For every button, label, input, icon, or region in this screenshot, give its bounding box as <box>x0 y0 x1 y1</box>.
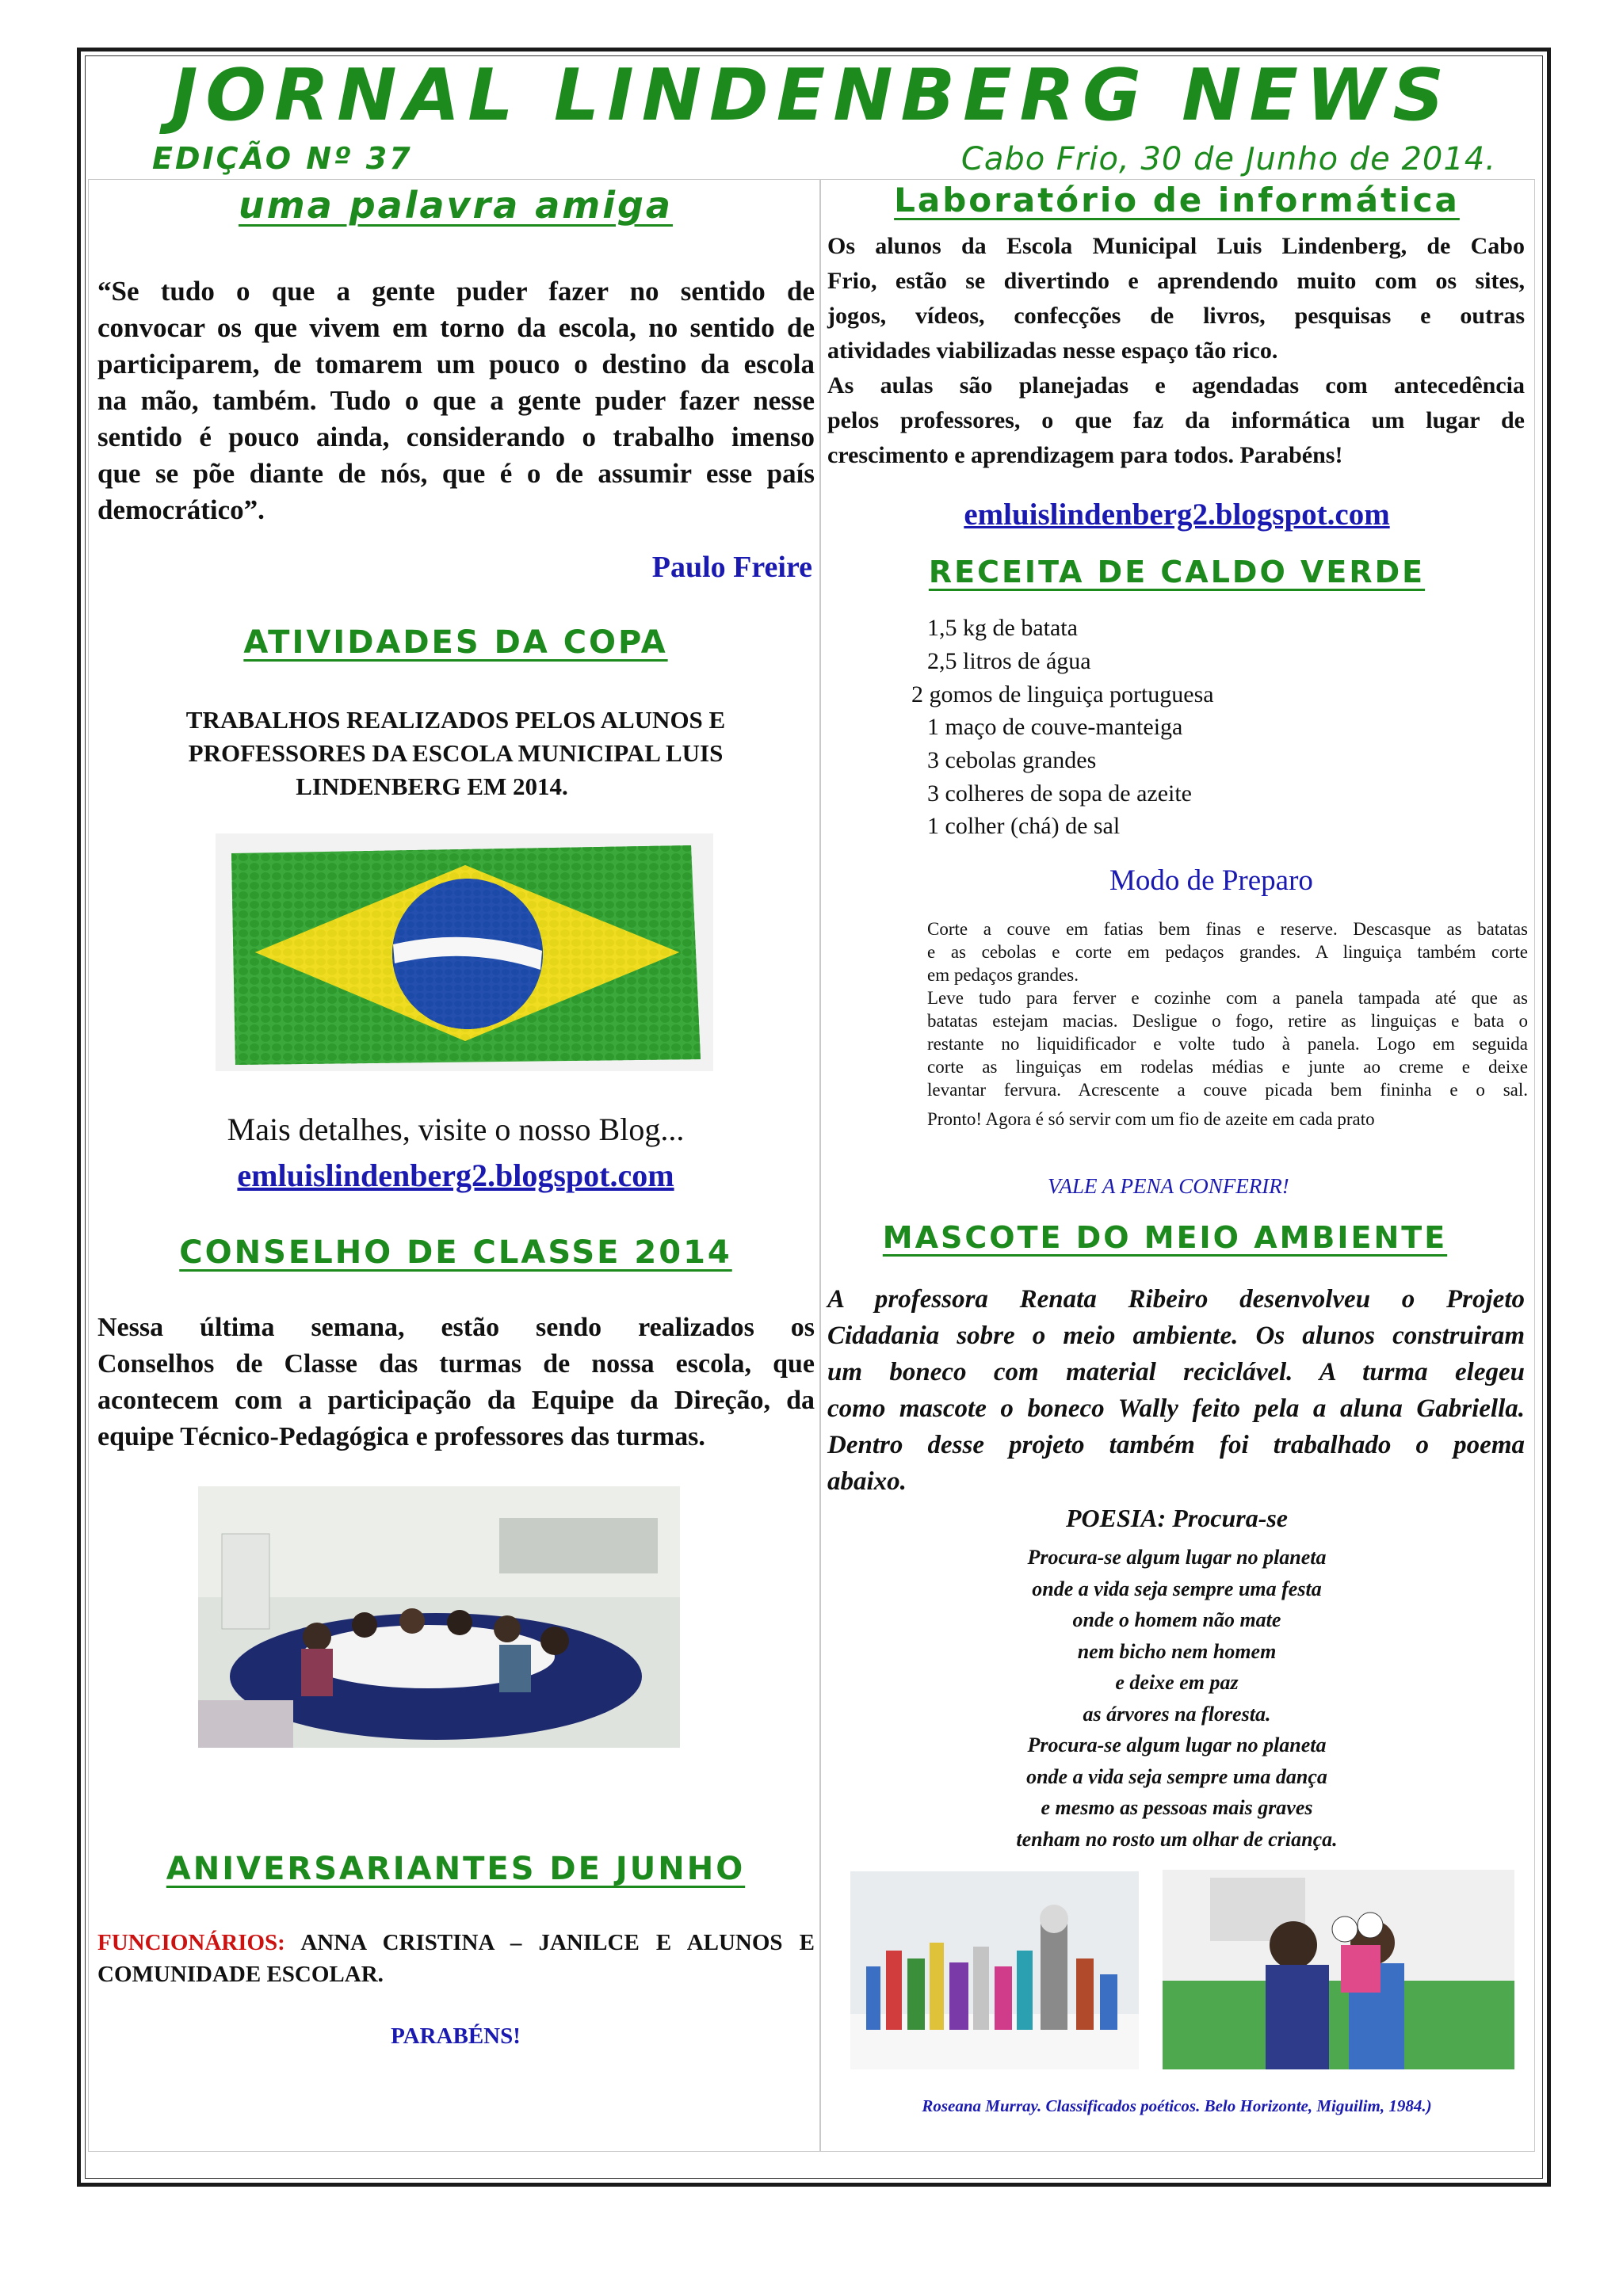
aniversariantes-line: ANNA CRISTINA – JANILCE E ALUNOS E <box>300 1930 815 1955</box>
heading-atividades-copa: ATIVIDADES DA COPA <box>243 624 668 661</box>
poem-line: Procura-se algum lugar no planeta <box>1027 1546 1327 1569</box>
copa-description <box>119 704 792 803</box>
modo-line: restante no liquidificador e volte tudo à panela. Logo em seguida <box>927 1034 1528 1054</box>
poem-line: tenham no rosto um olhar de criança. <box>1016 1827 1338 1851</box>
copa-line: LINDENBERG EM 2014. <box>296 772 568 800</box>
quote-line: sentido é pouco ainda, considerando o trabalho imenso <box>97 421 815 452</box>
vale-a-pena: VALE A PENA CONFERIR! <box>1048 1174 1289 1198</box>
poem-line: onde a vida seja sempre uma festa <box>1032 1577 1322 1600</box>
conselho-line: equipe Técnico-Pedagógica e professores das turmas. <box>97 1422 705 1451</box>
lab-text <box>827 229 1525 473</box>
newspaper-title: JORNAL LINDENBERG NEWS <box>170 54 1453 137</box>
modo-line: corte as linguiças em rodelas médias e junte ao creme e deixe <box>927 1057 1528 1077</box>
conselho-line: Nessa última semana, estão sendo realizados os <box>97 1313 815 1342</box>
right-column <box>820 179 1535 2152</box>
ingredient-item: 2,5 litros de água <box>927 648 1091 674</box>
modo-preparo-title: Modo de Preparo <box>1109 864 1313 897</box>
quote-line: na mão, também. Tudo o que a gente puder fazer nesse <box>97 385 815 416</box>
blog-invite: Mais detalhes, visite o nosso Blog... <box>227 1112 685 1147</box>
poem-line: e deixe em paz <box>1115 1671 1239 1694</box>
lab-line: Frio, estão se divertindo e aprendendo muito com os sites, <box>827 268 1525 294</box>
modo-line: levantar fervura. Acrescente a couve picada bem fininha e o sal. <box>927 1080 1528 1100</box>
blog-link[interactable]: emluislindenberg2.blogspot.com <box>237 1158 674 1193</box>
heading-aniversariantes: ANIVERSARIANTES DE JUNHO <box>166 1851 746 1887</box>
modo-line: em pedaços grandes. <box>927 965 1079 985</box>
heading-mascote: MASCOTE DO MEIO AMBIENTE <box>882 1220 1448 1255</box>
mascote-line: como mascote o boneco Wally feito pela a aluna Gabriella. <box>827 1394 1525 1423</box>
lab-line: As aulas são planejadas e agendadas com antecedência <box>827 372 1525 399</box>
lab-line: pelos professores, o que faz da informática um lugar de <box>827 407 1525 433</box>
modo-preparo-text <box>927 917 1528 1131</box>
aniversariantes-text <box>97 1927 815 1990</box>
poem-line: onde a vida seja sempre uma dança <box>1026 1764 1327 1788</box>
poem-line: as árvores na floresta. <box>1083 1702 1271 1726</box>
lab-line: Os alunos da Escola Municipal Luis Lindenberg, de Cabo <box>827 233 1525 259</box>
copa-line: PROFESSORES DA ESCOLA MUNICIPAL LUIS <box>188 739 724 767</box>
quote-line: “Se tudo o que a gente puder fazer no sentido de <box>97 276 815 307</box>
wally-mascot-photo <box>1163 1870 1514 2069</box>
heading-laboratorio: Laboratório de informática <box>894 181 1460 219</box>
ingredient-item: 1,5 kg de batata <box>927 615 1078 641</box>
mascote-line: A professora Renata Ribeiro desenvolveu o Projeto <box>827 1285 1525 1314</box>
parabens-text: PARABÉNS! <box>391 2023 521 2049</box>
modo-line: batatas estejam macias. Desligue o fogo, retire as linguiças e bata o <box>927 1011 1528 1031</box>
ingredient-item: 1 maço de couve-manteiga <box>927 714 1183 740</box>
poem-line: Procura-se algum lugar no planeta <box>1027 1733 1327 1756</box>
heading-conselho-classe: CONSELHO DE CLASSE 2014 <box>179 1234 732 1271</box>
copa-line: TRABALHOS REALIZADOS PELOS ALUNOS E <box>185 706 726 734</box>
ingredient-item: 1 colher (chá) de sal <box>927 813 1121 839</box>
lab-blog-link[interactable]: emluislindenberg2.blogspot.com <box>964 498 1390 532</box>
lab-line: jogos, vídeos, confecções de livros, pesquisas e outras <box>827 303 1525 329</box>
quote-line: que se põe diante de nós, que é o de assumir esse país <box>97 458 815 489</box>
ingredient-item: 3 cebolas grandes <box>927 747 1097 773</box>
ingredient-item: 2 gomos de linguiça portuguesa <box>911 681 1214 707</box>
conselho-line: acontecem com a participação da Equipe da Direção, da <box>97 1386 815 1415</box>
aniversariantes-line: COMUNIDADE ESCOLAR. <box>97 1962 384 1987</box>
mascote-line: um boneco com material reciclável. A turma elegeu <box>827 1358 1525 1386</box>
conselho-line: Conselhos de Classe das turmas de nossa escola, que <box>97 1349 815 1379</box>
ingredient-item: 3 colheres de sopa de azeite <box>927 780 1192 807</box>
heading-palavra-amiga: uma palavra amiga <box>239 184 673 227</box>
poem-line: nem bicho nem homem <box>1077 1639 1277 1663</box>
quote-line: participarem, de tomarem um pouco o destino da escola <box>97 349 815 379</box>
modo-line: Pronto! Agora é só servir com um fio de azeite em cada prato <box>927 1109 1375 1129</box>
edition-number: EDIÇÃO Nº 37 <box>152 141 413 176</box>
conselho-meeting-photo <box>198 1486 680 1748</box>
dateline: Cabo Frio, 30 de Junho de 2014. <box>960 141 1496 177</box>
recycled-mascots-photo <box>850 1871 1139 2069</box>
lab-line: atividades viabilizadas nesse espaço tão rico. <box>827 338 1278 364</box>
modo-line: e as cebolas e corte em pedaços grandes. A linguiça também corte <box>927 942 1528 962</box>
modo-line: Corte a couve em fatias bem finas e reserve. Descasque as batatas <box>927 919 1528 939</box>
conselho-text <box>97 1310 815 1455</box>
poem-line: onde o homem não mate <box>1072 1608 1281 1631</box>
quote-line: democrático”. <box>97 494 265 525</box>
quote-line: convocar os que vivem em torno da escola, no sentido de <box>97 312 815 343</box>
funcionarios-label: FUNCIONÁRIOS: <box>97 1930 285 1955</box>
mascote-line: Cidadania sobre o meio ambiente. Os alunos construiram <box>827 1322 1525 1350</box>
brazil-flag-photo <box>216 833 713 1071</box>
lab-line: crescimento e aprendizagem para todos. Parabéns! <box>827 442 1343 468</box>
poem-title: POESIA: Procura-se <box>1065 1504 1288 1532</box>
poem-line: e mesmo as pessoas mais graves <box>1041 1796 1313 1819</box>
heading-receita: RECEITA DE CALDO VERDE <box>928 555 1426 589</box>
paulo-freire-quote <box>97 273 815 528</box>
mascote-line: Dentro desse projeto também foi trabalhado o poema <box>827 1431 1525 1459</box>
quote-author: Paulo Freire <box>651 551 812 584</box>
mascote-line: abaixo. <box>827 1467 907 1496</box>
poem <box>824 1542 1529 1855</box>
poem-citation: Roseana Murray. Classificados poéticos. Belo Horizonte, Miguilim, 1984.) <box>922 2096 1432 2115</box>
modo-line: Leve tudo para ferver e cozinhe com a panela tampada até que as <box>927 988 1528 1008</box>
mascote-text <box>827 1281 1525 1500</box>
